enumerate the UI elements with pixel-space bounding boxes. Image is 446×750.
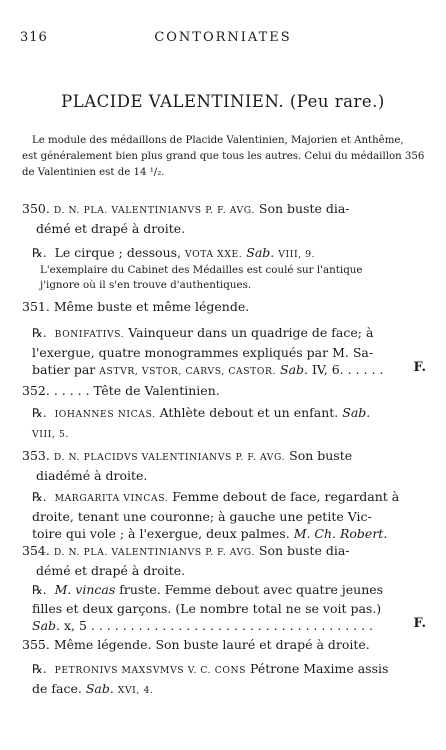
entry-353-obverse [22,447,424,484]
entry-350-obverse [22,200,424,237]
entry-352-obverse [22,382,424,400]
reverse-description: Le cirque ; dessous, [54,245,182,260]
reverse-legend: M. vincas [54,582,116,597]
reverse-legend: ASTVR, VSTOR, CARVS, CASTOR. [99,366,277,377]
reverse-symbol: ℞. [32,662,47,676]
entry-number: 355. [22,637,50,652]
reverse-description: toire qui vole ; à l'exergue, deux palmes. [32,526,290,541]
reverse-symbol: ℞. [32,326,47,340]
reference-author: Sab. [85,680,114,696]
reference-author: M. Ch. Robert. [293,526,388,541]
obverse-legend: D. N. PLA. VALENTINIANVS P. F. AVG. [53,547,255,558]
obverse-description: Même buste et même légende. [53,299,250,314]
reverse-description: droite, tenant une couronne; à gauche une petite Vic- [32,508,372,524]
reverse-description: l'exergue, quatre monogrammes expliqués par M. Sa- [32,344,374,360]
entry-number: 354. [22,543,50,558]
intro-line: de Valentinien est de 14 ¹/₂. [22,167,165,178]
note-line: L'exemplaire du Cabinet des Médailles est coulé sur l'antique [40,264,363,276]
reverse-symbol: ℞. [32,583,47,597]
reverse-description: Femme debout de face, regardant à [172,489,400,504]
reference-author: Sab. [342,405,371,420]
entry-351-reverse [32,324,406,381]
reference-author: Sab. [246,245,275,260]
reverse-symbol: ℞. [32,246,47,260]
obverse-description: Son buste [289,448,353,463]
intro-line: Le module des médaillons de Placide Valentinien, Majorien et Anthême, [32,135,404,146]
entry-353-reverse [32,488,420,543]
reference-number: XVI, 4. [117,684,154,696]
entry-number: 353. [22,448,50,463]
reverse-description: de face. [32,680,82,696]
obverse-description: diadémé à droite. [36,467,148,483]
entry-351-obverse [22,298,424,316]
entry-352-reverse [32,404,420,443]
running-title: CONTORNIATES [154,30,292,45]
page-number: 316 [20,30,48,45]
obverse-description: . . . . . Tête de Valentinien. [53,383,220,398]
reference-number: VIII, 5. [32,428,69,440]
reverse-symbol: ℞. [32,406,47,420]
entry-354-reverse [32,581,406,635]
rarity-mark: F. [413,360,426,375]
reverse-symbol: ℞. [32,490,47,504]
reverse-description: Vainqueur dans un quadrige de face; à [128,325,374,340]
reverse-legend: IOHANNES NICAS. [54,409,156,420]
obverse-description: démé et drapé à droite. [36,562,186,578]
entry-355-reverse [32,660,420,699]
rarity-mark: F. [413,616,426,631]
entry-354-obverse [22,542,424,579]
reference-author: Sab. [32,618,60,633]
reverse-description: fruste. Femme debout avec quatre jeunes [119,582,384,597]
reverse-description: filles et deux garçons. (Le nombre total ne se voit pas.) [32,600,382,616]
reference-number: IV, 6. . . . . . [311,362,384,377]
reverse-legend: VOTA XXE. [185,249,243,260]
reverse-legend: MARGARITA VINCAS. [54,493,169,504]
page-header [20,30,426,46]
entry-350-note [40,263,424,293]
intro-paragraph [22,133,426,181]
reverse-legend: PETRONIVS MAXSVMVS V. C. CONS [54,665,247,676]
entry-355-obverse [22,636,424,654]
reference-number: x, 5 . . . . . . . . . . . . . . . . . . . . . . . . . . . . . . . . . . . . [63,618,374,633]
note-line: j'ignore où il s'en trouve d'authentiques. [40,279,252,291]
obverse-description: Son buste dia- [258,201,350,216]
entry-number: 351. [22,299,50,314]
entry-350-reverse [32,244,420,264]
obverse-description: démé et drapé à droite. [36,220,186,236]
reverse-legend: BONIFATIVS. [54,329,125,340]
obverse-description: Même légende. Son buste lauré et drapé à droite. [53,637,370,652]
reference-author: Sab. [280,362,308,377]
reference-number: VIII, 9. [278,249,316,260]
obverse-legend: D. N. PLACIDVS VALENTINIANVS P. F. AVG. [53,452,286,463]
entry-number: 350. [22,201,50,216]
reverse-description: Athlète debout et un enfant. [159,405,339,420]
obverse-legend: D. N. PLA. VALENTINIANVS P. F. AVG. [53,205,255,216]
intro-line: est généralement bien plus grand que tous les autres. Celui du médaillon 356 [22,151,425,162]
reverse-description: Pétrone Maxime assis [250,661,389,676]
section-title: PLACIDE VALENTINIEN. (Peu rare.) [61,92,385,111]
entry-number: 352. [22,383,50,398]
reverse-description: batier par [32,362,96,377]
obverse-description: Son buste dia- [258,543,350,558]
